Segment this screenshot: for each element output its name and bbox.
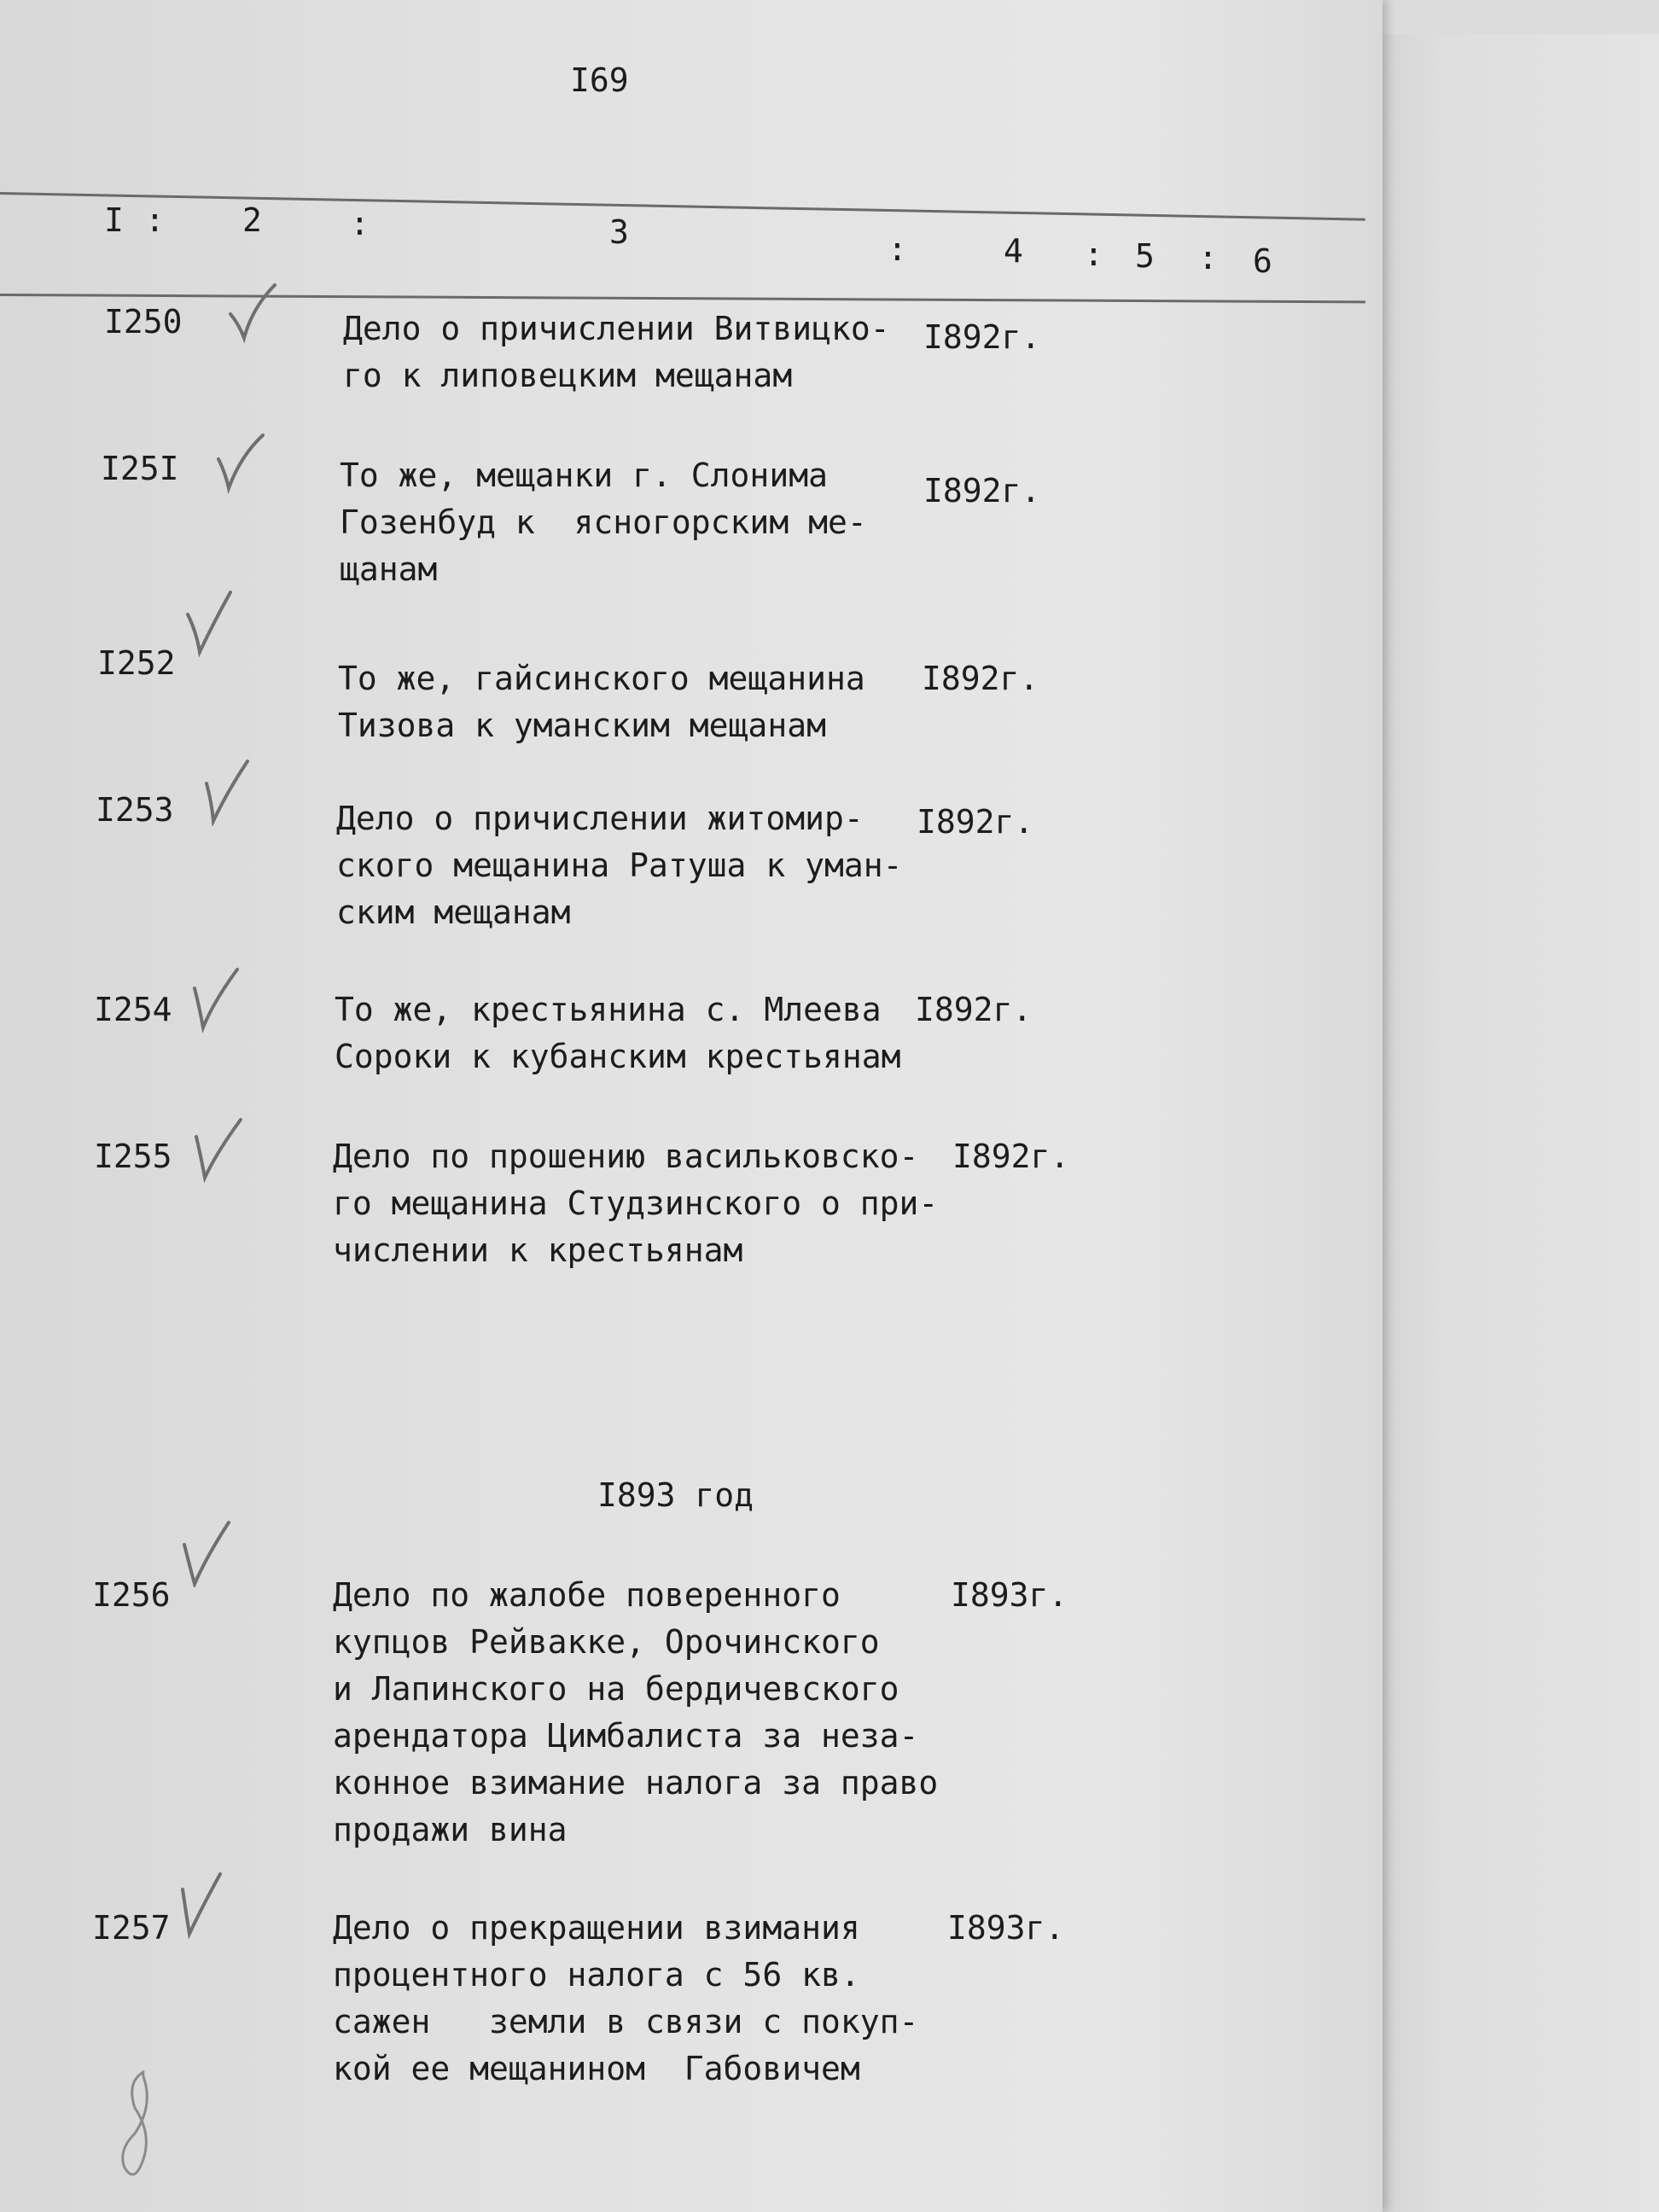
description-line: Гозенбуд к ясногорским ме- — [340, 504, 867, 541]
column-header-5: 5 — [1135, 237, 1155, 275]
description-line: купцов Рейвакке, Орочинского — [333, 1623, 880, 1661]
record-year: I893г. — [951, 1576, 1068, 1614]
pencil-checkmark-icon — [176, 1871, 230, 1939]
description-line: То же, крестьянина с. Млеева — [335, 991, 882, 1028]
record-number: I254 — [94, 991, 172, 1028]
description-line: го к липовецким мещанам — [343, 357, 793, 394]
record-year: I892г. — [922, 660, 1039, 697]
record-description — [336, 795, 951, 936]
pencil-checkmark-icon — [212, 428, 266, 497]
description-line: сажен земли в связи с покуп- — [333, 2003, 919, 2040]
description-line: Дело о причислении Витвицко- — [343, 310, 890, 347]
column-header-4: 4 — [1004, 232, 1023, 270]
pencil-checkmark-icon — [224, 282, 278, 350]
description-line: и Лапинского на бердичевского — [333, 1670, 899, 1708]
record-year: I892г. — [952, 1138, 1070, 1175]
column-separator: : — [888, 230, 907, 268]
description-line: Тизова к уманским мещанам — [338, 707, 826, 744]
record-description — [335, 987, 949, 1080]
pencil-checkmark-icon — [183, 589, 237, 657]
description-line: кой ее мещанином Габовичем — [333, 2050, 860, 2087]
record-description — [338, 655, 952, 749]
record-year: I892г. — [915, 991, 1033, 1028]
description-line: То же, гайсинского мещанина — [338, 660, 865, 697]
pencil-checkmark-icon — [188, 964, 242, 1033]
description-line: конное взимание налога за право — [333, 1764, 939, 1802]
record-year: I892г. — [923, 318, 1041, 356]
record-number: I252 — [97, 644, 176, 682]
record-number: I255 — [94, 1138, 172, 1175]
section-title: I893 год — [597, 1476, 754, 1514]
column-header-2: 2 — [242, 201, 262, 239]
description-line: арендатора Цимбалиста за неза- — [333, 1717, 919, 1755]
description-line: Дело о причислении житомир- — [336, 800, 864, 837]
pencil-checkmark-icon — [189, 1115, 244, 1183]
description-line: Дело о прекращении взимания — [333, 1909, 860, 1947]
pencil-checkmark-icon — [198, 758, 253, 826]
handwritten-margin-number — [109, 2065, 169, 2193]
description-line: го мещанина Студзинского о при- — [333, 1185, 939, 1222]
page-number: I69 — [570, 61, 629, 99]
record-year: I892г. — [923, 472, 1041, 509]
description-line: То же, мещанки г. Слонима — [340, 457, 828, 494]
record-year: I893г. — [947, 1909, 1065, 1947]
header-rule-top — [0, 192, 1365, 221]
record-year: I892г. — [917, 803, 1034, 841]
record-number: I257 — [92, 1909, 171, 1947]
description-line: ским мещанам — [336, 894, 571, 931]
description-line: Дело по прошению васильковско- — [333, 1138, 919, 1175]
record-description — [333, 1905, 947, 2093]
column-separator: : — [1198, 239, 1218, 276]
description-line: Сороки к кубанским крестьянам — [335, 1038, 901, 1075]
record-number: I253 — [96, 791, 174, 829]
pencil-checkmark-icon — [178, 1519, 232, 1587]
record-description — [340, 452, 954, 593]
back-sheet — [1348, 34, 1659, 2212]
column-separator: : — [1084, 236, 1103, 273]
description-line: продажи вина — [333, 1811, 568, 1848]
description-line: ского мещанина Ратуша к уман- — [336, 847, 903, 884]
description-line: Дело по жалобе поверенного — [333, 1576, 841, 1614]
description-line: процентного налога с 56 кв. — [333, 1956, 860, 1994]
record-number: I25I — [101, 450, 179, 487]
header-rule-bottom — [0, 294, 1365, 303]
description-line: щанам — [340, 550, 438, 588]
record-number: I250 — [104, 303, 183, 341]
record-description — [333, 1572, 947, 1854]
column-separator: : — [350, 205, 370, 242]
column-header-1: I — [104, 201, 124, 239]
column-header-3: 3 — [609, 213, 629, 251]
record-description — [333, 1133, 947, 1274]
record-number: I256 — [92, 1576, 171, 1614]
description-line: числении к крестьянам — [333, 1231, 743, 1269]
column-header-6: 6 — [1253, 242, 1272, 280]
record-description — [343, 306, 958, 399]
column-separator: : — [145, 201, 165, 239]
